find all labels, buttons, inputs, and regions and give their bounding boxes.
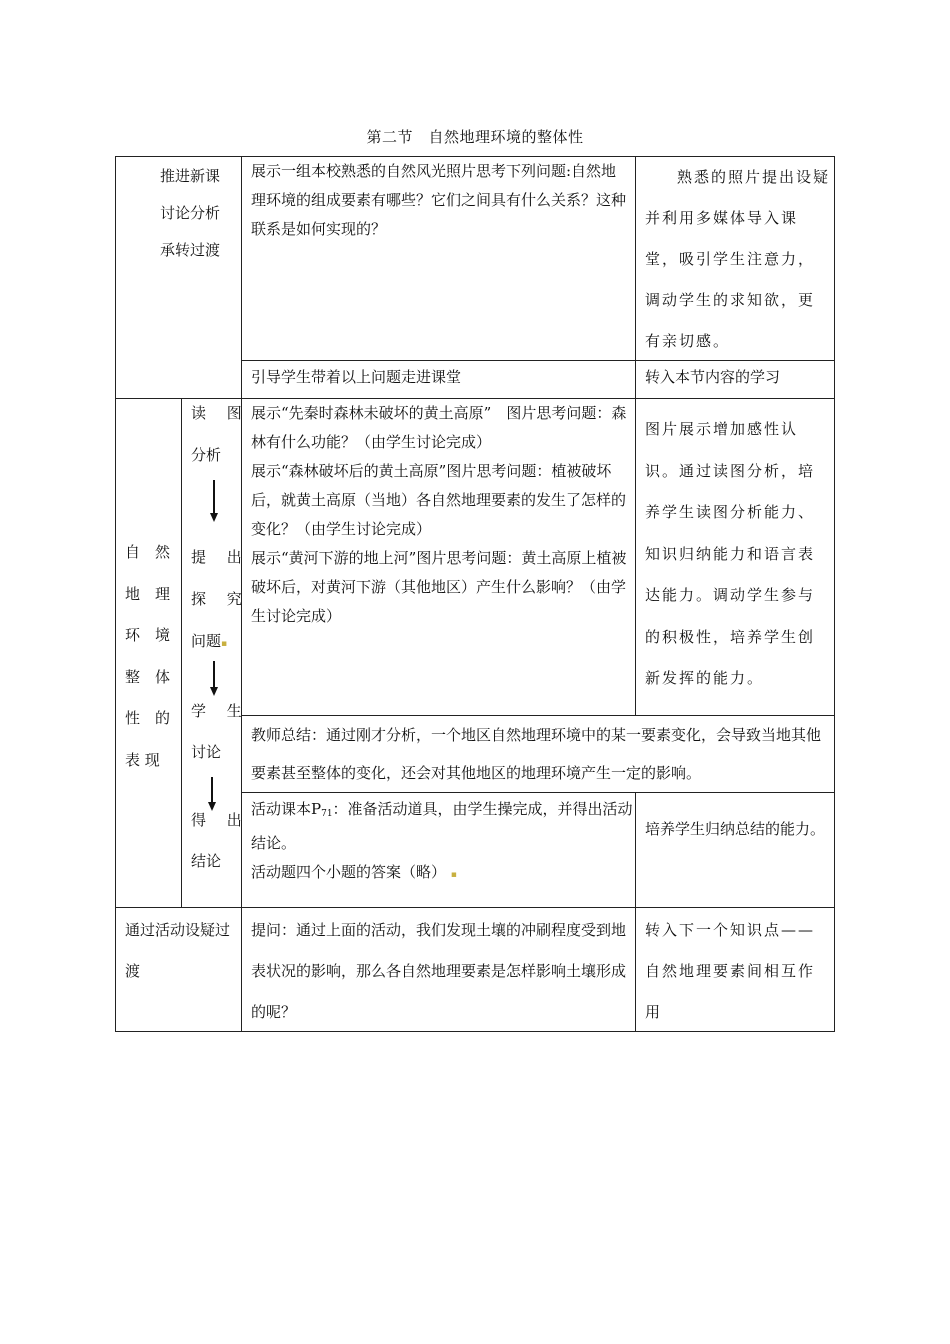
activity-content — [251, 795, 633, 890]
activity-note: 培养学生归纳总结的能力。 — [645, 820, 826, 838]
step-discuss: 讨论 — [191, 743, 222, 761]
row1-note: 熟悉的照片提出设疑并利用多媒体导入课堂，吸引学生注意力，调动学生的求知欲，更有亲切感。 — [645, 168, 831, 350]
row3-content: 提问：通过上面的活动，我们发现土壤的冲刷程度受到地表状况的影响，那么各自然地理要素是怎样影响土壤形成的呢？ — [251, 921, 627, 1021]
step-question: 问题▪ — [191, 632, 228, 650]
arrow-head-icon — [210, 687, 218, 696]
table-border-left — [115, 156, 116, 1032]
stage-line: 环 境 — [125, 626, 171, 644]
step-read-map: 读 图 — [191, 404, 250, 422]
step-explore: 探 究 — [191, 590, 250, 608]
step-propose: 提 出 — [191, 548, 250, 566]
table-divider — [181, 398, 182, 908]
row1-guide: 引导学生带着以上问题走进课堂 — [251, 368, 462, 386]
stage-line: 性 的 — [125, 709, 171, 727]
arrow-head-icon — [210, 513, 218, 522]
table-divider — [241, 792, 835, 793]
row2-note: 图片展示增加感性认识。通过读图分析，培养学生读图分析能力、知识归纳能力和语言表达能力。调动学生参与的积极性，培养学生创新发挥的能力。 — [645, 420, 816, 687]
table-border-right — [834, 156, 835, 1032]
stage-line: 承转过渡 — [160, 241, 221, 259]
content-photo-2: 展示“森林破坏后的黄土高原”图片思考问题：植被破坏后，就黄土高原（当地）各自然地理要素的发生了怎样的变化？（由学生讨论完成） — [251, 462, 627, 538]
row2-content — [251, 399, 633, 631]
teacher-summary: 教师总结：通过刚才分析，一个地区自然地理环境中的某一要素变化，会导致当地其他要素甚至整体的变化，还会对其他地区的地理环境产生一定的影响。 — [251, 726, 822, 782]
arrow-down-icon — [211, 777, 213, 804]
table-divider — [635, 156, 636, 716]
step-conclusion: 结论 — [191, 852, 222, 870]
content-photo-3: 展示“黄河下游的地上河”图片思考问题：黄土高原上植被破坏后，对黄河下游（其他地区）产生什么影响？（由学生讨论完成） — [251, 549, 627, 625]
stage-line: 自 然 — [125, 543, 171, 561]
row1-content: 展示一组本校熟悉的自然风光照片思考下列问题:自然地理环境的组成要素有哪些？它们之间具有什么关系？这种联系是如何实现的？ — [251, 162, 627, 238]
page-title: 第二节 自然地理环境的整体性 — [366, 128, 584, 146]
step-derive: 得 出 — [191, 811, 250, 829]
stage-line: 地 理 — [125, 584, 171, 603]
row3-stage-label: 通过活动设疑过渡 — [125, 921, 231, 980]
row3-note: 转入下一个知识点——自然地理要素间相互作用 — [645, 921, 816, 1021]
step-student: 学 生 — [191, 702, 250, 720]
arrow-down-icon — [213, 480, 215, 515]
table-divider — [115, 907, 835, 908]
stage-line: 推进新课 — [160, 167, 221, 185]
activity-answer: 活动题四个小题的答案（略） ▪ — [251, 863, 457, 881]
row1-guide-note: 转入本节内容的学习 — [645, 368, 781, 386]
stage-line: 表 现 — [125, 750, 160, 769]
content-photo-1: 展示“先秦时森林未破坏的黄土高原” 图片思考问题：森林有什么功能？（由学生讨论完成） — [251, 404, 627, 451]
row2-stage-label — [125, 532, 180, 781]
stage-line: 整 体 — [125, 667, 171, 686]
stage-line: 讨论分析 — [160, 204, 221, 222]
arrow-down-icon — [213, 661, 215, 689]
row1-stage-label — [160, 158, 240, 269]
step-analyze: 分析 — [191, 446, 222, 464]
activity-text: 活动课本$P_{71}$：准备活动道具，由学生操完成，并得出活动结论。 — [251, 800, 633, 852]
table-divider — [635, 792, 636, 1032]
